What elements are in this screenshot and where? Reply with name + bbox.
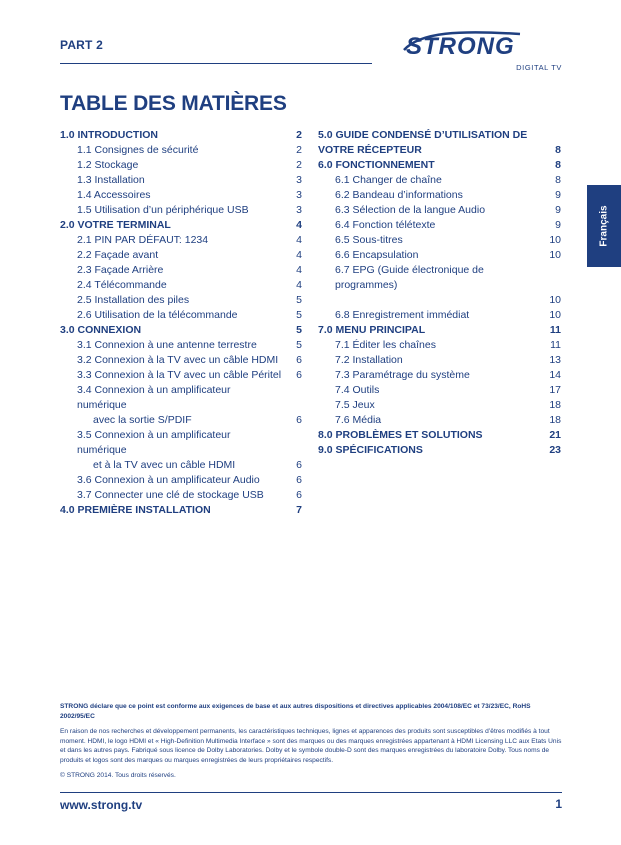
toc-entry-label — [318, 428, 541, 443]
toc-entry-label — [318, 398, 541, 413]
toc-entry-title: 3.5 Connexion à un amplificateur numérique — [77, 429, 231, 456]
toc-entry-page: 6 — [296, 474, 302, 486]
toc-entry-label — [60, 263, 282, 278]
strong-logo — [400, 28, 562, 76]
toc-entry[interactable] — [318, 173, 561, 188]
toc-entry[interactable] — [318, 143, 561, 158]
toc-entry[interactable] — [60, 308, 302, 323]
toc-entry-page: 5 — [296, 339, 302, 351]
page-number: 1 — [555, 797, 562, 811]
toc-entry-label — [60, 143, 282, 158]
toc-entry-page: 9 — [555, 204, 561, 216]
part-label: PART 2 — [60, 38, 103, 52]
toc-entry-page: 7 — [296, 504, 302, 516]
toc-entry-title: 5.0 GUIDE CONDENSÉ D’UTILISATION DE — [318, 129, 528, 141]
toc-entry-page: 6 — [296, 459, 302, 471]
toc-entry[interactable] — [318, 233, 561, 248]
toc-entry-label — [60, 218, 282, 233]
toc-entry-title: 2.3 Façade Arrière — [77, 264, 164, 276]
header-divider — [60, 63, 372, 64]
toc-entry[interactable] — [318, 368, 561, 383]
toc-entry-label — [318, 338, 541, 353]
toc-entry-title: 3.1 Connexion à une antenne terrestre — [77, 339, 257, 351]
toc-entry-page: 13 — [549, 354, 561, 366]
toc-entry-title: 7.4 Outils — [335, 384, 380, 396]
toc-entry[interactable] — [318, 308, 561, 323]
toc-entry-title: 6.7 EPG (Guide électronique de programmes) — [335, 264, 484, 291]
toc-entry-page: 2 — [296, 144, 302, 156]
toc-entry[interactable] — [318, 398, 561, 413]
toc-entry-page: 6 — [296, 369, 302, 381]
toc-entry-page: 3 — [296, 204, 302, 216]
toc-entry[interactable] — [60, 188, 302, 203]
toc-entry-label — [60, 278, 282, 293]
toc-entry-title: 2.1 PIN PAR DÉFAUT: 1234 — [77, 234, 209, 246]
toc-entry-title: 7.0 MENU PRINCIPAL — [318, 324, 426, 336]
toc-entry-title: 3.3 Connexion à la TV avec un câble Péritel — [77, 369, 282, 381]
toc-entry[interactable] — [60, 248, 302, 263]
toc-entry-page: 5 — [296, 294, 302, 306]
toc-entry-title: 1.3 Installation — [77, 174, 145, 186]
strong-logo-icon — [400, 28, 562, 60]
toc-entry-label — [318, 128, 541, 143]
toc-entry-page: 9 — [555, 219, 561, 231]
toc-entry[interactable] — [60, 473, 302, 488]
toc-entry[interactable] — [318, 263, 561, 293]
footer-divider — [60, 792, 562, 793]
toc-entry-label — [60, 128, 282, 143]
toc-entry-title: 6.1 Changer de chaîne — [335, 174, 442, 186]
toc-entry-title: 2.5 Installation des piles — [77, 294, 190, 306]
toc-entry-label — [318, 158, 541, 173]
toc-entry-title: 7.3 Paramétrage du système — [335, 369, 470, 381]
toc-entry-title: 6.4 Fonction télétexte — [335, 219, 436, 231]
toc-entry-label — [318, 218, 541, 233]
toc-entry-label — [60, 383, 282, 428]
toc-entry[interactable] — [318, 323, 561, 338]
toc-entry[interactable] — [60, 263, 302, 278]
toc-entry[interactable] — [60, 353, 302, 368]
toc-entry-page: 4 — [296, 234, 302, 246]
toc-entry-label — [60, 203, 282, 218]
toc-entry-label — [60, 473, 282, 488]
toc-entry-page: 5 — [296, 309, 302, 321]
toc-entry[interactable] — [60, 488, 302, 503]
toc-entry-title: VOTRE RÉCEPTEUR — [318, 144, 422, 156]
toc-entry[interactable] — [60, 338, 302, 353]
toc-entry-title: 7.1 Éditer les chaînes — [335, 339, 436, 351]
toc-right-column — [318, 128, 561, 458]
toc-entry-label — [318, 188, 541, 203]
brand-subtitle: DIGITAL TV — [516, 63, 562, 72]
toc-entry-title: 1.5 Utilisation d’un périphérique USB — [77, 204, 249, 216]
toc-entry[interactable] — [60, 128, 302, 143]
toc-entry-page: 4 — [296, 219, 302, 231]
toc-entry-title: 1.1 Consignes de sécurité — [77, 144, 199, 156]
toc-entry-page: 9 — [555, 189, 561, 201]
toc-entry-title: 6.3 Sélection de la langue Audio — [335, 204, 486, 216]
toc-entry-page: 10 — [549, 249, 561, 261]
toc-entry-page: 14 — [549, 369, 561, 381]
toc-entry-label — [318, 353, 541, 368]
toc-entry[interactable] — [60, 143, 302, 158]
toc-entry[interactable] — [60, 383, 302, 428]
toc-entry-label — [60, 368, 282, 383]
toc-entry[interactable] — [318, 443, 561, 458]
toc-entry-title: 3.0 CONNEXION — [60, 324, 142, 336]
toc-entry[interactable] — [318, 428, 561, 443]
language-tab — [587, 185, 621, 267]
toc-entry-page: 3 — [296, 189, 302, 201]
toc-entry-page: 4 — [296, 279, 302, 291]
svg-text:STRONG: STRONG — [406, 33, 515, 60]
toc-entry-label — [60, 188, 282, 203]
toc-entry-label — [60, 293, 282, 308]
toc-entry-page: 10 — [549, 309, 561, 321]
toc-entry-title: 3.6 Connexion à un amplificateur Audio — [77, 474, 260, 486]
toc-entry-label — [318, 323, 541, 338]
toc-entry-page: 4 — [296, 264, 302, 276]
toc-entry-title: 4.0 PREMIÈRE INSTALLATION — [60, 504, 211, 516]
toc-entry[interactable] — [60, 503, 302, 518]
toc-entry[interactable] — [60, 173, 302, 188]
toc-entry-title: 7.2 Installation — [335, 354, 403, 366]
toc-entry-continuation: avec la sortie S/PDIF — [93, 414, 192, 426]
toc-entry-title: 2.4 Télécommande — [77, 279, 167, 291]
toc-entry[interactable] — [318, 353, 561, 368]
toc-entry-label — [60, 248, 282, 263]
toc-entry-title: 1.0 INTRODUCTION — [60, 129, 159, 141]
toc-entry-label — [318, 203, 541, 218]
toc-entry-page: 3 — [296, 174, 302, 186]
toc-entry-page: 6 — [296, 414, 302, 426]
toc-entry[interactable] — [318, 413, 561, 428]
toc-entry-title: 7.6 Média — [335, 414, 382, 426]
toc-entry[interactable] — [318, 128, 561, 143]
toc-entry[interactable] — [318, 203, 561, 218]
toc-entry-label — [318, 263, 541, 293]
toc-entry-label — [60, 338, 282, 353]
language-tab-label: Français — [598, 205, 610, 247]
toc-entry-title: 2.2 Façade avant — [77, 249, 159, 261]
toc-entry-label — [60, 503, 282, 518]
toc-entry[interactable] — [318, 218, 561, 233]
toc-entry-page: 17 — [549, 384, 561, 396]
toc-entry-label — [318, 368, 541, 383]
toc-entry-label — [318, 413, 541, 428]
toc-entry[interactable] — [318, 383, 561, 398]
toc-entry-label — [318, 383, 541, 398]
toc-entry-continuation: et à la TV avec un câble HDMI — [93, 459, 236, 471]
toc-entry-label — [60, 488, 282, 503]
toc-entry[interactable] — [60, 218, 302, 233]
toc-entry[interactable] — [318, 158, 561, 173]
toc-entry-title: 2.6 Utilisation de la télécommande — [77, 309, 238, 321]
toc-entry-page: 6 — [296, 354, 302, 366]
toc-entry[interactable] — [318, 293, 561, 308]
toc-entry-page: 18 — [549, 414, 561, 426]
toc-entry-page: 2 — [296, 129, 302, 141]
toc-entry-page: 18 — [549, 399, 561, 411]
page-title: TABLE DES MATIÈRES — [60, 92, 287, 115]
toc-entry-title: 6.2 Bandeau d’informations — [335, 189, 463, 201]
toc-entry-title: 3.7 Connecter une clé de stockage USB — [77, 489, 264, 501]
toc-entry[interactable] — [60, 203, 302, 218]
toc-entry-title: 6.0 FONCTIONNEMENT — [318, 159, 435, 171]
toc-entry[interactable] — [60, 278, 302, 293]
toc-entry-page: 21 — [549, 429, 561, 441]
toc-entry-page: 11 — [550, 339, 561, 351]
toc-entry[interactable] — [318, 338, 561, 353]
toc-entry-title: 7.5 Jeux — [335, 399, 375, 411]
copyright: © STRONG 2014. Tous droits réservés. — [60, 772, 176, 779]
toc-entry-label — [60, 233, 282, 248]
toc-entry-page: 8 — [555, 144, 561, 156]
toc-entry[interactable] — [60, 428, 302, 473]
toc-entry-page: 8 — [555, 159, 561, 171]
toc-entry[interactable] — [60, 233, 302, 248]
toc-entry-label — [60, 173, 282, 188]
toc-entry-page: 8 — [555, 174, 561, 186]
toc-entry-label — [318, 443, 541, 458]
toc-entry-page: 2 — [296, 159, 302, 171]
toc-entry-label — [60, 158, 282, 173]
toc-entry-page: 4 — [296, 249, 302, 261]
toc-entry-label — [318, 143, 541, 158]
conformity-declaration: STRONG déclare que ce point est conforme aux exigences de base et aux autres dispositions et directives applicables 2004/108/EC et 73/23/EC, RoHS 2002/95/EC — [60, 703, 531, 720]
footer-notes — [60, 702, 562, 787]
toc-entry-label — [318, 173, 541, 188]
toc-entry-page: 11 — [549, 324, 561, 336]
toc-entry-page: 23 — [549, 444, 561, 456]
toc-entry-page: 6 — [296, 489, 302, 501]
toc-entry-label — [60, 353, 282, 368]
toc-entry-title: 2.0 VOTRE TERMINAL — [60, 219, 171, 231]
toc-entry-title: 9.0 SPÉCIFICATIONS — [318, 444, 423, 456]
toc-entry-title: 6.8 Enregistrement immédiat — [335, 309, 470, 321]
toc-entry-title: 1.4 Accessoires — [77, 189, 151, 201]
legal-notice: En raison de nos recherches et développement permanents, les caractéristiques techniques, lignes et apparences des produits sont susceptibles d’êtres modifiés à tout moment. HDMI, le logo HDMI et « High-Definition Multimedia Interface » sont des marques ou des marques enregistrées appartenant à HDMI Licensing LLC aux Etats Unis et dans les autres pays. Fabriqué sous licence de Dolby Laboratories. Dolby et le symbole double-D sont des marques enregistrées du laboratoire Dolby. Tous noms de produits et logos sont des marques ou marques enregistrées de leurs propriétaires respectifs. — [60, 728, 562, 764]
toc-entry-title: 6.6 Encapsulation — [335, 249, 419, 261]
website-link[interactable]: www.strong.tv — [60, 798, 143, 812]
toc-entry[interactable] — [60, 323, 302, 338]
toc-entry-title: 1.2 Stockage — [77, 159, 139, 171]
toc-entry-label — [60, 428, 282, 473]
toc-entry[interactable] — [60, 158, 302, 173]
toc-entry-title: 8.0 PROBLÈMES ET SOLUTIONS — [318, 429, 483, 441]
toc-entry-title: 6.5 Sous-titres — [335, 234, 403, 246]
toc-entry-label — [60, 323, 282, 338]
toc-entry-title: 3.2 Connexion à la TV avec un câble HDMI — [77, 354, 279, 366]
toc-entry-page: 10 — [549, 234, 561, 246]
toc-entry[interactable] — [318, 188, 561, 203]
toc-entry-label — [60, 308, 282, 323]
toc-entry[interactable] — [318, 248, 561, 263]
toc-entry-page: 10 — [549, 294, 561, 306]
toc-entry-label — [318, 248, 541, 263]
toc-entry[interactable] — [60, 293, 302, 308]
toc-entry-page: 5 — [296, 324, 302, 336]
toc-entry-title: 3.4 Connexion à un amplificateur numérique — [77, 384, 231, 411]
toc-entry-label — [318, 308, 541, 323]
toc-entry-label — [318, 233, 541, 248]
toc-left-column — [60, 128, 302, 518]
toc-entry[interactable] — [60, 368, 302, 383]
